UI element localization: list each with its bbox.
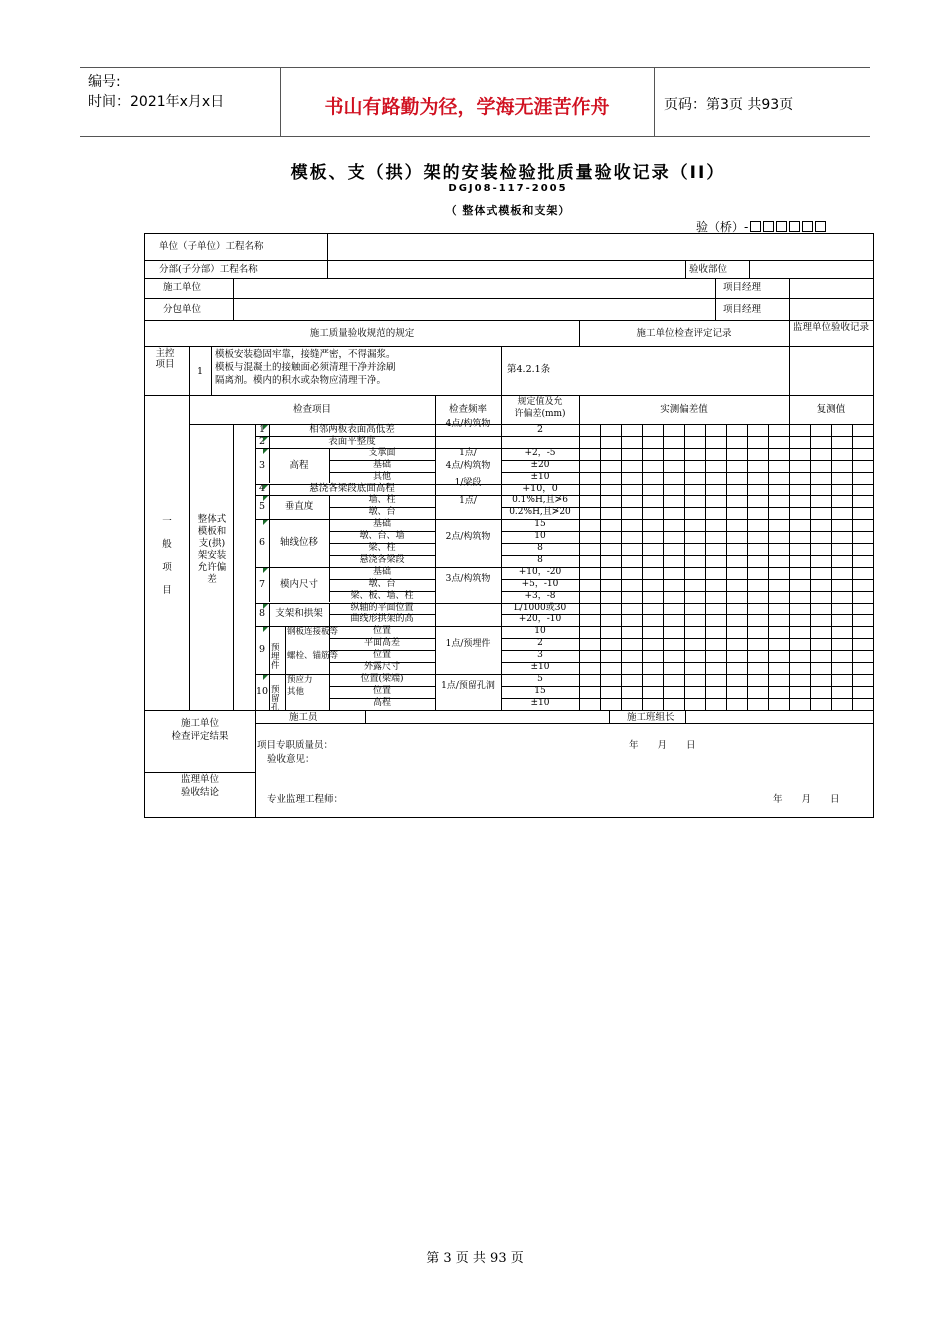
divider [269, 495, 270, 519]
main-item-text: 模板与混凝土的接触面必须清理干净并涂刷 [215, 362, 396, 373]
divider [501, 650, 579, 651]
sub-group-label: 预应力 [287, 674, 313, 685]
divider [285, 626, 286, 674]
header-divider [654, 68, 655, 136]
item-no: 3 [258, 459, 266, 471]
allowed-value: 5 [537, 673, 543, 684]
divider [501, 460, 579, 461]
divider [329, 650, 435, 651]
row-divider [435, 567, 579, 568]
row-divider [435, 424, 579, 425]
divider [501, 579, 579, 580]
inspection-form [144, 233, 874, 818]
standard-code: DGJ08-117-2005 [448, 183, 568, 194]
check-freq: 1点/预留孔洞 [441, 680, 495, 691]
divider [269, 567, 270, 603]
row-divider [255, 603, 435, 604]
allowed-value: 8 [537, 554, 543, 565]
check-freq: 1点/ [459, 496, 477, 507]
divider [329, 543, 435, 544]
grid-line [684, 424, 685, 710]
divider [501, 472, 579, 473]
item-no: 5 [258, 501, 266, 513]
allowed-value: +2，-5 [524, 447, 556, 458]
row-divider [435, 626, 579, 627]
subcontract-unit-label: 分包单位 [163, 304, 202, 315]
measured-header: 实测偏差值 [660, 404, 708, 415]
sub-item: 位置 [372, 626, 391, 637]
divider [501, 543, 579, 544]
row-divider [435, 603, 579, 604]
check-freq: 1点/ [459, 447, 477, 458]
item-name: 模内尺寸 [279, 578, 318, 590]
allowed-value: 0.2%H,且≯20 [509, 507, 571, 518]
check-freq: 4点/构筑物 [445, 418, 491, 429]
date-label: 时间：2021年x月x日 [88, 94, 225, 110]
grid-line [831, 424, 832, 710]
sub-item: 高程 [372, 697, 391, 708]
allowed-value: +5，-10 [521, 578, 559, 589]
row-divider [255, 495, 435, 496]
divider [329, 555, 435, 556]
grid-line [726, 424, 727, 710]
item-name: 预留孔 [271, 684, 280, 713]
divider [501, 662, 579, 663]
cell-marker [263, 520, 268, 525]
allowed-value: ±10 [530, 471, 550, 482]
item-no: 8 [258, 608, 266, 620]
quality-officer-label: 项目专职质量员： [257, 740, 334, 751]
row-divider [255, 448, 435, 449]
item-no: 7 [258, 578, 266, 590]
sub-item: 纵轴的平面位置 [350, 602, 414, 613]
divider [329, 698, 435, 699]
divider [329, 531, 435, 532]
item-no: 6 [258, 537, 266, 548]
divider [329, 614, 435, 615]
sub-item: 外露尺寸 [363, 662, 400, 672]
cell-marker [263, 675, 268, 680]
row-divider [255, 674, 435, 675]
sub-item: 曲线形拱架的高 [350, 614, 414, 625]
divider [501, 591, 579, 592]
divider [789, 395, 790, 710]
allowed-value: ±10 [530, 697, 550, 708]
sub-group-label: 螺栓、锚筋等 [287, 651, 339, 662]
worker-label: 施工员 [289, 712, 318, 723]
row-divider [435, 519, 579, 520]
cell-marker [263, 568, 268, 573]
divider [329, 460, 435, 461]
construct-unit-label: 施工单位 [163, 282, 202, 293]
divider [269, 626, 270, 674]
divider [501, 614, 579, 615]
allowed-value: 3 [537, 650, 543, 661]
allow-dev-header: 规定值及允 [517, 397, 563, 407]
grid-line [600, 424, 601, 710]
divider [501, 507, 579, 508]
allowed-value: +10，-20 [518, 566, 562, 577]
date-placeholder: 年 月 日 [773, 794, 840, 805]
row-divider [255, 626, 435, 627]
sub-project-label: 分部(子分部）工程名称 [159, 264, 258, 275]
item-name: 相邻两板表面高低差 [309, 423, 395, 435]
group-label: 整体式模板和支(拱)架安装允许偏差 [197, 514, 227, 585]
sub-item: 位置 [372, 685, 391, 696]
divider [269, 424, 270, 436]
document-title: 模板、支（拱）架的安装检验批质量验收记录（II） [290, 163, 726, 183]
project-manager-label: 项目经理 [723, 282, 762, 293]
divider [329, 472, 435, 473]
row-divider [255, 424, 435, 425]
item-name: 支架和拱架 [275, 608, 323, 620]
allowed-value: ±20 [530, 459, 550, 470]
allowed-value: 15 [534, 519, 546, 530]
sub-group-label: 其他 [287, 686, 305, 697]
sub-item: 墙、柱 [368, 495, 396, 506]
cell-marker [263, 485, 268, 490]
row-divider [435, 436, 579, 437]
cell-marker [263, 425, 268, 430]
supervise-result-label: 验收结论 [180, 787, 219, 798]
record-code-label: 验（桥）- [696, 220, 749, 234]
main-control-label: 主控项目 [155, 348, 175, 370]
divider [501, 686, 579, 687]
divider [501, 698, 579, 699]
row-divider [255, 567, 435, 568]
construct-result-label: 施工单位 [180, 718, 219, 729]
number-label: 编号: [88, 74, 121, 90]
allowed-value: 8 [537, 543, 543, 553]
row-divider [435, 495, 579, 496]
sub-item: 位置 [372, 650, 391, 661]
allowed-value: 10 [534, 531, 546, 542]
check-freq: 1点/预埋件 [445, 639, 491, 650]
allowed-value: +20，-10 [518, 614, 562, 625]
construct-result-label: 检查评定结果 [171, 731, 229, 742]
item-no: 4 [258, 483, 266, 495]
sub-item: 支承面 [368, 447, 396, 458]
row-divider [435, 484, 579, 485]
divider [329, 579, 435, 580]
item-no: 2 [258, 435, 266, 447]
divider [269, 484, 270, 496]
divider [329, 591, 435, 592]
inspect-part-label: 验收部位 [689, 264, 728, 275]
check-item-header: 检查项目 [292, 404, 331, 415]
page-footer: 第 3 页 共 93 页 [426, 1251, 524, 1266]
header-meta [88, 72, 224, 112]
construct-check-header: 施工单位检查评定记录 [636, 328, 732, 339]
date-placeholder: 年 月 日 [629, 740, 696, 751]
allowed-value: L/1000或30 [513, 602, 567, 613]
item-name: 轴线位移 [279, 537, 318, 548]
project-manager-label: 项目经理 [723, 304, 762, 315]
check-freq: 3点/构筑物 [445, 573, 491, 584]
cell-marker [263, 437, 268, 442]
supervise-result-label: 监理单位 [180, 774, 219, 785]
main-item-clause: 第4.2.1条 [507, 364, 551, 375]
allow-dev-header: 许偏差(mm) [514, 409, 566, 419]
divider [285, 674, 286, 710]
divider [329, 638, 435, 639]
divider [329, 686, 435, 687]
sub-item: 梁、板、墙、柱 [350, 590, 414, 601]
sub-item: 悬浇各梁段 [359, 554, 405, 565]
check-freq: 4点/构筑物 [445, 460, 491, 471]
main-item-text: 隔离剂。模内的积水或杂物应清理干净。 [215, 375, 387, 386]
grid-line [747, 424, 748, 710]
item-name: 垂直度 [284, 501, 314, 513]
allowed-value: 10 [534, 626, 546, 637]
sub-item: 墩、台 [368, 507, 396, 518]
unit-project-label: 单位（子单位）工程名称 [159, 241, 264, 252]
sub-item: 墩、台 [368, 578, 396, 589]
sub-item: 基础 [372, 566, 391, 577]
allowed-value: 0.1%H,且≯6 [512, 495, 568, 506]
item-name: 表面平整度 [328, 435, 376, 447]
item-name: 预埋件 [271, 643, 280, 672]
sub-item: 位置(梁端) [360, 673, 404, 684]
sub-item: 平面高差 [363, 638, 400, 649]
grid-line [663, 424, 664, 710]
motto: 书山有路勤为径，学海无涯苦作舟 [324, 96, 610, 118]
row-divider [435, 674, 579, 675]
divider [329, 662, 435, 663]
cell-marker [263, 496, 268, 501]
code-box[interactable] [815, 221, 826, 232]
divider [269, 436, 270, 448]
divider [501, 531, 579, 532]
check-freq: 1/梁段 [454, 478, 482, 489]
item-no: 1 [258, 423, 266, 435]
spec-rule-header: 施工质量验收规范的规定 [309, 328, 415, 339]
divider [501, 555, 579, 556]
row-divider [255, 519, 435, 520]
grid-line [705, 424, 706, 710]
header-band [80, 67, 870, 137]
item-no: 9 [258, 644, 266, 656]
row-divider [255, 436, 435, 437]
grid-line [852, 424, 853, 710]
divider [501, 638, 579, 639]
row-divider [435, 448, 579, 449]
supervise-check-header: 监理单位验收记录 [792, 322, 869, 333]
cell-marker [263, 627, 268, 632]
team-leader-label: 施工班组长 [627, 712, 675, 723]
item-name: 悬浇各梁段底面高程 [309, 483, 395, 495]
check-freq: 2点/构筑物 [445, 532, 491, 542]
subtitle: （ 整体式模板和支架） [445, 204, 571, 217]
main-item-no: 1 [197, 366, 204, 377]
allowed-value: +10，0 [522, 483, 558, 495]
code-box[interactable] [802, 221, 813, 232]
cell-marker [263, 449, 268, 454]
sub-item: 其他 [372, 471, 391, 482]
code-box[interactable] [776, 221, 787, 232]
recheck-header: 复测值 [816, 404, 846, 415]
sub-item: 梁、柱 [368, 543, 396, 553]
sub-item: 墩、台、墙 [359, 531, 405, 542]
check-freq-header: 检查频率 [448, 404, 487, 415]
allowed-value: 15 [534, 685, 546, 696]
allowed-value: 2 [537, 638, 543, 649]
divider [269, 603, 270, 627]
general-label: 一般项目 [162, 516, 172, 596]
engineer-label: 专业监理工程师： [267, 794, 344, 805]
code-box[interactable] [763, 221, 774, 232]
divider [329, 507, 435, 508]
code-box[interactable] [750, 221, 761, 232]
grid-line [810, 424, 811, 710]
divider [269, 448, 270, 484]
divider [269, 519, 270, 567]
sub-group-label: 钢板连接板等 [287, 627, 339, 638]
sub-item: 基础 [372, 519, 391, 530]
grid-line [621, 424, 622, 710]
divider [269, 674, 270, 710]
row-divider [255, 484, 435, 485]
opinion-label: 验收意见： [267, 754, 315, 765]
allowed-value: +3，-8 [524, 590, 556, 601]
allowed-value: ±10 [530, 662, 550, 672]
allowed-value: 2 [536, 423, 544, 435]
sub-item: 基础 [372, 459, 391, 470]
code-box[interactable] [789, 221, 800, 232]
item-no: 10 [255, 685, 269, 697]
grid-line [768, 424, 769, 710]
grid-line [642, 424, 643, 710]
main-item-text: 模板安装稳固牢靠，接缝严密，不得漏浆。 [215, 349, 396, 360]
page-info: 页码：第3页 共93页 [664, 97, 794, 113]
cell-marker [263, 604, 268, 609]
item-name: 高程 [289, 459, 309, 471]
